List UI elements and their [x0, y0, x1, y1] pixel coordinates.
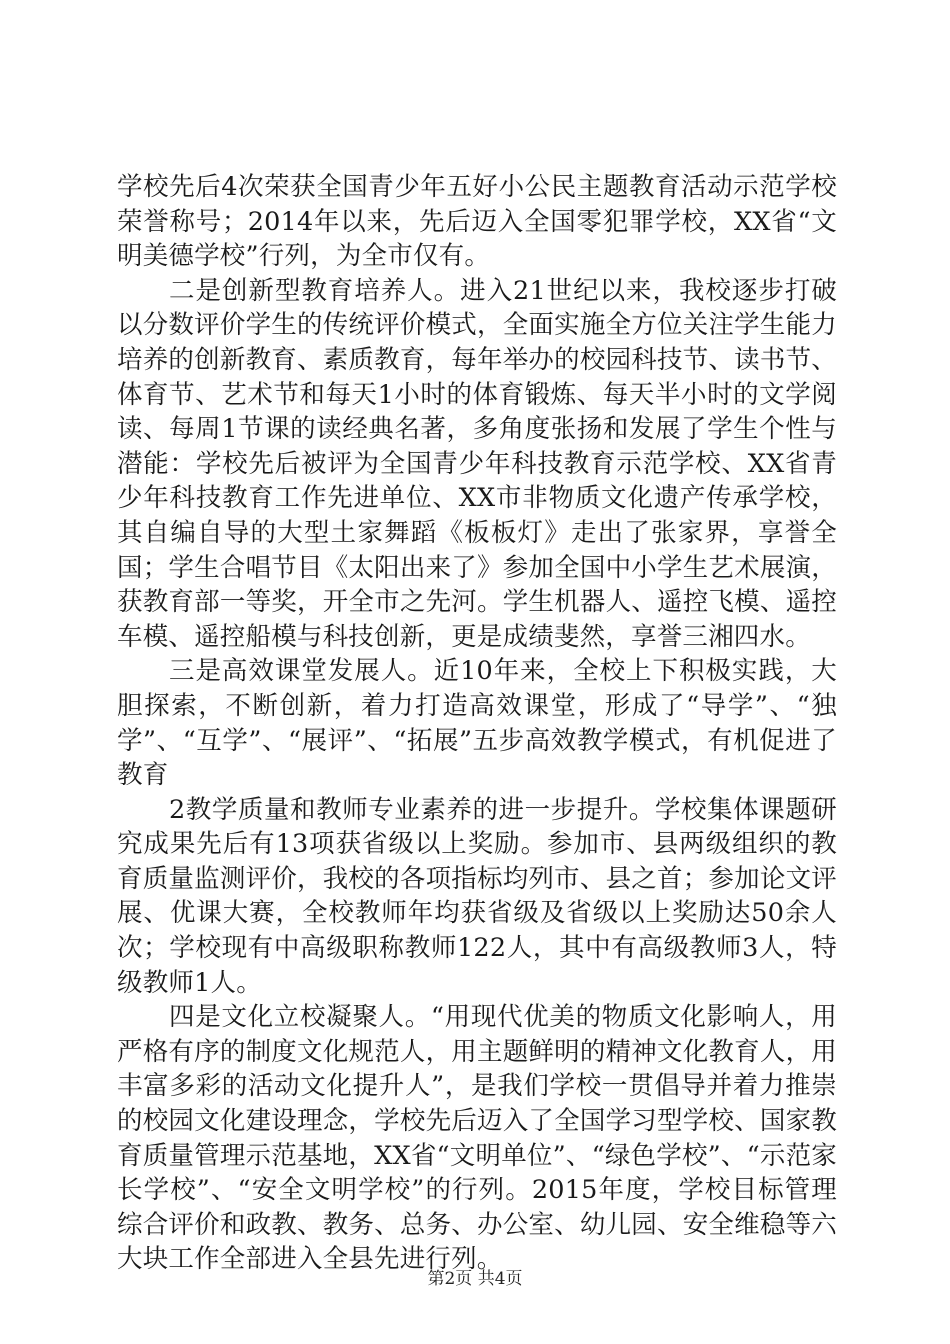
- paragraph-school-culture: 四是文化立校凝聚人。“用现代优美的物质文化影响人，用严格有序的制度文化规范人，用主题鲜明的精神文化教育人，用丰富多彩的活动文化提升人”，是我们学校一贯倡导并着力推崇的校园文化建设理念，学校先后迈入了全国学习型学校、国家教育质量管理示范基地，XX省“文明单位”、“绿色学校”、“示范家长学校”、“安全文明学校”的行列。2015年度，学校目标管理综合评价和政教、教务、总务、办公室、幼儿园、安全维稳等六大块工作全部进入全县先进行列。: [117, 1002, 837, 1275]
- page-number-footer: 第2页 共4页: [427, 1269, 523, 1289]
- paragraph-honors: 学校先后4次荣获全国青少年五好小公民主题教育活动示范学校荣誉称号；2014年以来，先后迈入全国零犯罪学校，XX省“文明美德学校”行列，为全市仅有。: [117, 172, 837, 272]
- paragraph-efficient-classroom: 三是高效课堂发展人。近10年来，全校上下积极实践，大胆探索，不断创新，着力打造高效课堂，形成了“导学”、“独学”、“互学”、“展评”、“拓展”五步高效教学模式，有机促进了教育: [117, 656, 837, 791]
- paragraph-innovative-education: 二是创新型教育培养人。进入21世纪以来，我校逐步打破以分数评价学生的传统评价模式，全面实施全方位关注学生能力培养的创新教育、素质教育，每年举办的校园科技节、读书节、体育节、艺术节和每天1小时的体育锻炼、每天半小时的文学阅读、每周1节课的读经典名著，多角度张扬和发展了学生个性与潜能：学校先后被评为全国青少年科技教育示范学校、XX省青少年科技教育工作先进单位、XX市非物质文化遗产传承学校，其自编自导的大型土家舞蹈《板板灯》走出了张家界，享誉全国；学生合唱节目《太阳出来了》参加全国中小学生艺术展演，获教育部一等奖，开全市之先河。学生机器人、遥控飞模、遥控车模、遥控船模与科技创新，更是成绩斐然，享誉三湘四水。: [117, 275, 837, 652]
- paragraph-teaching-quality: 2教学质量和教师专业素养的进一步提升。学校集体课题研究成果先后有13项获省级以上奖励。参加市、县两级组织的教育质量监测评价，我校的各项指标均列市、县之首；参加论文评展、优课大赛，全校教师年均获省级及省级以上奖励达50余人次；学校现有中高级职称教师122人，其中有高级教师3人，特级教师1人。: [117, 794, 837, 998]
- document-body: [117, 170, 837, 1277]
